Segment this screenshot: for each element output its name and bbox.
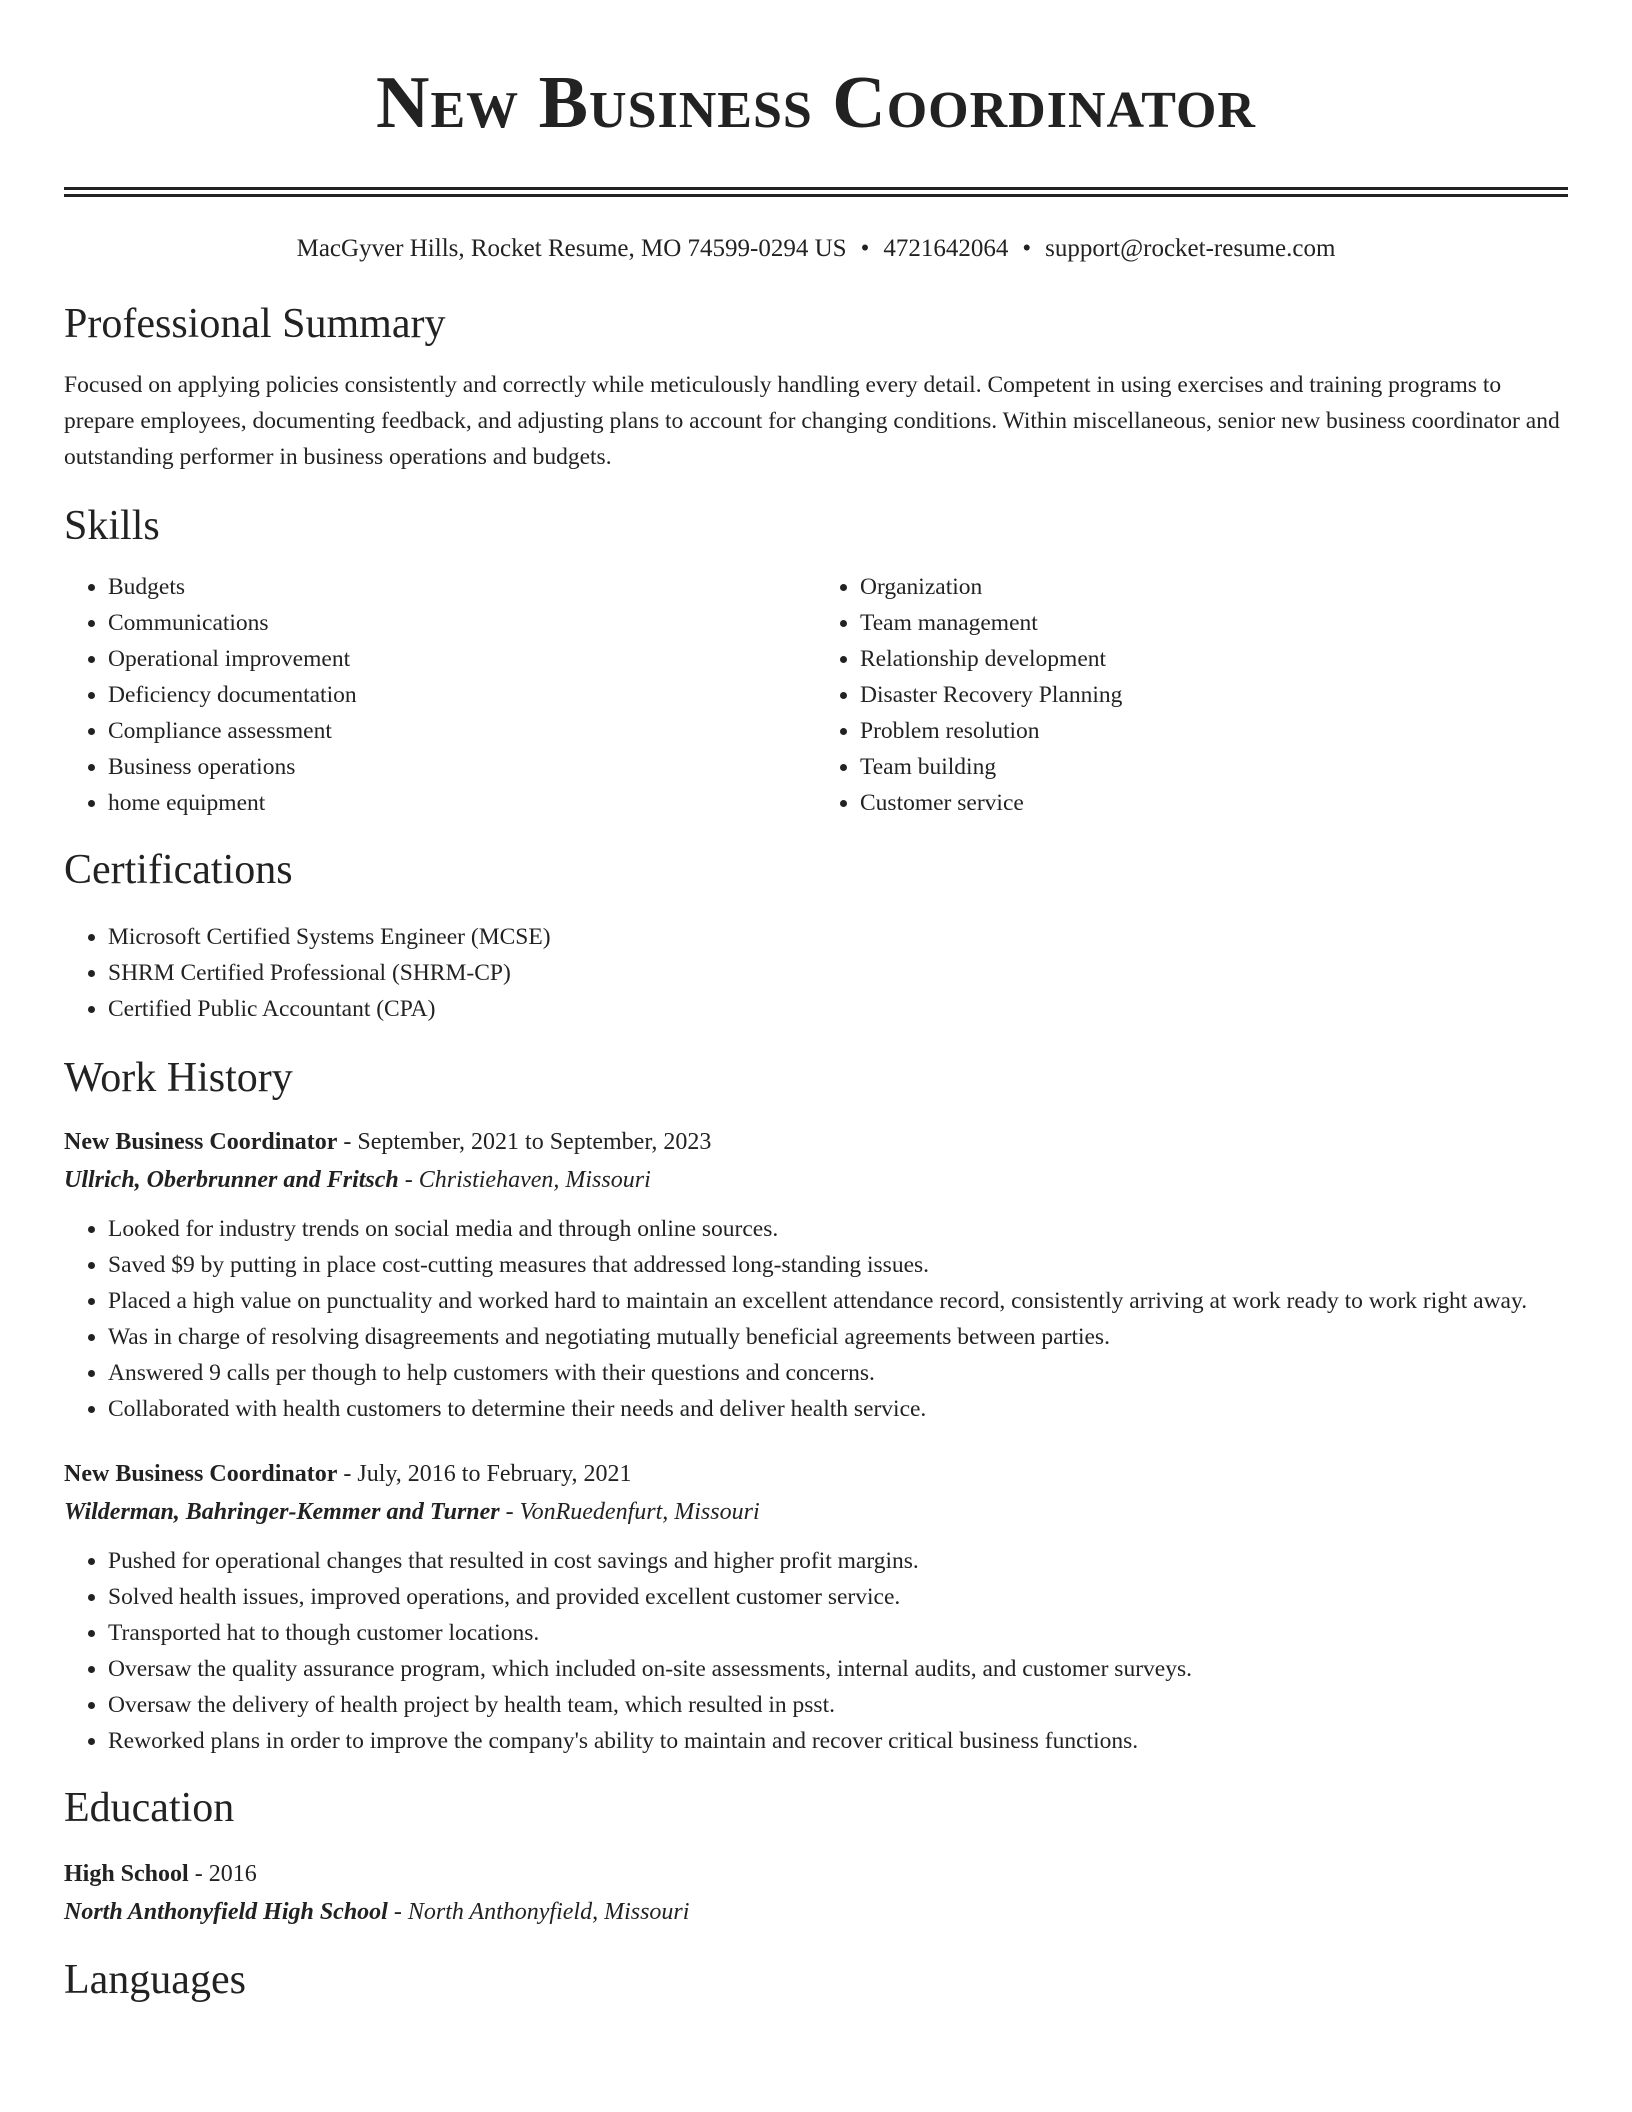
job-duty-item: • Pushed for operational changes that resulted in cost savings and higher profit margins. <box>108 1543 1568 1579</box>
job-duty-item: • Looked for industry trends on social media and through online sources. <box>108 1211 1568 1247</box>
skill-item: • Problem resolution <box>860 713 1568 749</box>
job-location: - Christiehaven, Missouri <box>398 1167 651 1193</box>
certification-item: • Certified Public Accountant (CPA) <box>108 991 1568 1027</box>
section-title-education: Education <box>64 1785 235 1831</box>
job-duty-item: • Transported hat to though customer locations. <box>108 1615 1568 1651</box>
job-duties-list <box>64 1211 1568 1427</box>
job-role: New Business Coordinator <box>64 1461 338 1487</box>
job-dates: - July, 2016 to February, 2021 <box>337 1461 632 1487</box>
education-school: North Anthonyfield High School <box>64 1899 388 1925</box>
contact-separator: • <box>860 235 870 262</box>
section-title-languages: Languages <box>64 1957 246 2003</box>
education-school-line <box>64 1893 1568 1931</box>
summary-text: Focused on applying policies consistently and correctly while meticulously handling every detail. Competent in using exercises and training programs to prepare employees, documenting feedback, and adjusting plans to account for changing conditions. Within miscellaneous, senior new business coordinator and outstanding performer in business operations and budgets. <box>64 372 1560 470</box>
job-role: New Business Coordinator <box>64 1129 338 1155</box>
job-entry-header <box>64 1123 1568 1199</box>
skills-list-left <box>64 569 816 821</box>
section-title-summary: Professional Summary <box>64 301 446 347</box>
skill-item: • Compliance assessment <box>108 713 816 749</box>
job-duty-item: • Placed a high value on punctuality and worked hard to maintain an excellent attendance record, consistently arriving at work ready to work right away. <box>108 1283 1568 1319</box>
certifications-list <box>64 919 1568 1027</box>
skill-item: • Business operations <box>108 749 816 785</box>
section-title-skills: Skills <box>64 503 160 549</box>
skill-item: • Team building <box>860 749 1568 785</box>
skills-list-right <box>816 569 1568 821</box>
section-title-certifications: Certifications <box>64 847 293 893</box>
contact-line <box>64 233 1568 265</box>
job-duty-item: • Oversaw the quality assurance program, which included on-site assessments, internal audits, and customer surveys. <box>108 1651 1568 1687</box>
education-degree-line <box>64 1855 1568 1893</box>
skill-item: • Disaster Recovery Planning <box>860 677 1568 713</box>
job-title-line <box>64 1455 1568 1493</box>
job-duty-item: • Saved $9 by putting in place cost-cutting measures that addressed long-standing issues. <box>108 1247 1568 1283</box>
job-entry-header <box>64 1455 1568 1531</box>
skill-item: • Budgets <box>108 569 816 605</box>
certification-item: • SHRM Certified Professional (SHRM-CP) <box>108 955 1568 991</box>
skill-item: • Team management <box>860 605 1568 641</box>
job-duty-item: • Reworked plans in order to improve the company's ability to maintain and recover critical business functions. <box>108 1723 1568 1759</box>
skill-item: • Relationship development <box>860 641 1568 677</box>
job-dates: - September, 2021 to September, 2023 <box>337 1129 712 1155</box>
job-title-line <box>64 1123 1568 1161</box>
skill-item: • home equipment <box>108 785 816 821</box>
job-duty-item: • Solved health issues, improved operations, and provided excellent customer service. <box>108 1579 1568 1615</box>
contact-separator: • <box>1022 235 1032 262</box>
skill-item: • Organization <box>860 569 1568 605</box>
header-double-rule <box>64 187 1568 197</box>
education-year: - 2016 <box>188 1861 257 1887</box>
skill-item: • Operational improvement <box>108 641 816 677</box>
skills-columns <box>64 569 1568 821</box>
skill-item: • Customer service <box>860 785 1568 821</box>
education-location: - North Anthonyfield, Missouri <box>387 1899 690 1925</box>
section-title-work-history: Work History <box>64 1055 293 1101</box>
job-duties-list <box>64 1543 1568 1759</box>
job-company: Wilderman, Bahringer-Kemmer and Turner <box>64 1499 500 1525</box>
skill-item: • Deficiency documentation <box>108 677 816 713</box>
job-company-line <box>64 1161 1568 1199</box>
job-location: - VonRuedenfurt, Missouri <box>499 1499 760 1525</box>
resume-name-heading: New Business Coordinator <box>376 62 1256 144</box>
job-duty-item: • Collaborated with health customers to determine their needs and deliver health service. <box>108 1391 1568 1427</box>
job-company-line <box>64 1493 1568 1531</box>
job-duty-item: • Answered 9 calls per though to help customers with their questions and concerns. <box>108 1355 1568 1391</box>
certification-item: • Microsoft Certified Systems Engineer (MCSE) <box>108 919 1568 955</box>
job-duty-item: • Was in charge of resolving disagreements and negotiating mutually beneficial agreements between parties. <box>108 1319 1568 1355</box>
education-degree: High School <box>64 1861 189 1887</box>
contact-address: MacGyver Hills, Rocket Resume, MO 74599-0294 US <box>296 235 847 262</box>
contact-email: support@rocket-resume.com <box>1045 235 1336 262</box>
education-entry <box>64 1855 1568 1931</box>
contact-phone: 4721642064 <box>883 235 1009 262</box>
job-duty-item: • Oversaw the delivery of health project by health team, which resulted in psst. <box>108 1687 1568 1723</box>
job-company: Ullrich, Oberbrunner and Fritsch <box>64 1167 399 1193</box>
skill-item: • Communications <box>108 605 816 641</box>
